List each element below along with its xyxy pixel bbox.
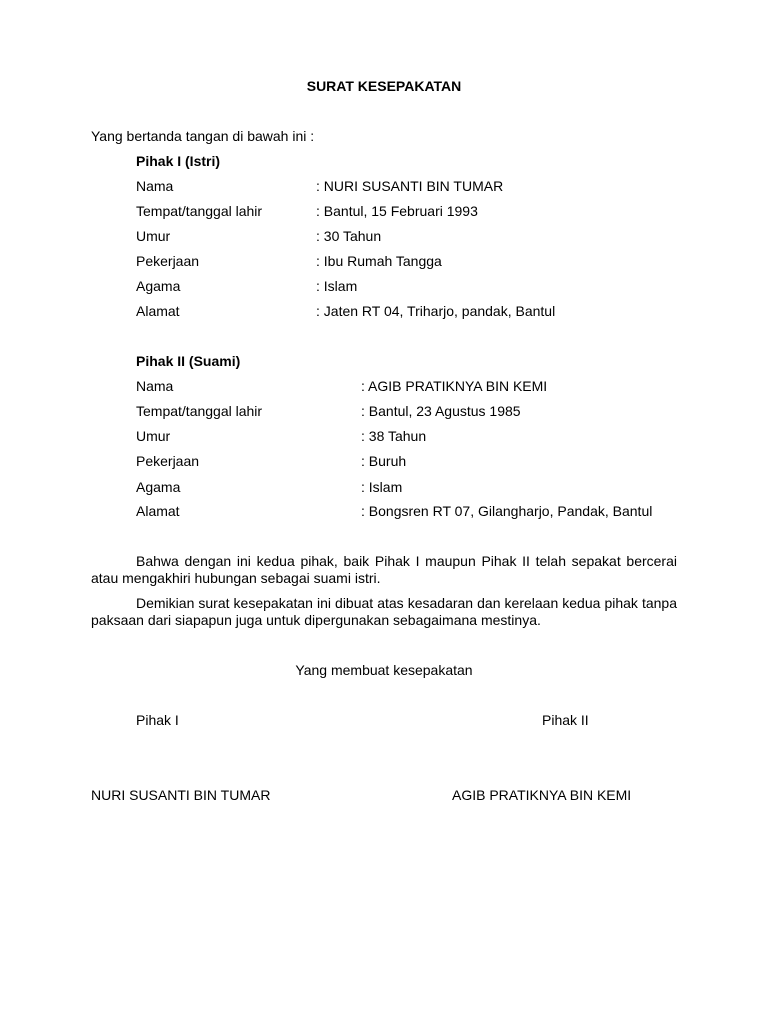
- party1-label-umur: Umur: [136, 228, 171, 244]
- party1-label-agama: Agama: [136, 278, 181, 294]
- party2-label-ttl: Tempat/tanggal lahir: [136, 403, 263, 419]
- party2-heading: Pihak II (Suami): [136, 353, 241, 369]
- closing-paragraph: Demikian surat kesepakatan ini dibuat atas kesadaran dan kerelaan kedua pihak tanpa paksaan dari siapapun juga untuk dipergunakan sebagaimana mestinya.: [91, 595, 677, 628]
- party1-value-ttl: : Bantul, 15 Februari 1993: [316, 203, 478, 219]
- signature-party1-label: Pihak I: [136, 712, 179, 728]
- party2-value-alamat: : Bongsren RT 07, Gilangharjo, Pandak, Bantul: [361, 503, 653, 519]
- signature-party2-label: Pihak II: [542, 712, 589, 728]
- party1-value-umur: : 30 Tahun: [316, 228, 382, 244]
- party1-label-pekerjaan: Pekerjaan: [136, 253, 200, 269]
- party2-label-alamat: Alamat: [136, 503, 180, 519]
- party1-value-pekerjaan: : Ibu Rumah Tangga: [316, 253, 442, 269]
- party1-heading: Pihak I (Istri): [136, 153, 221, 169]
- party2-value-nama: : AGIB PRATIKNYA BIN KEMI: [361, 378, 548, 394]
- party1-value-alamat: : Jaten RT 04, Triharjo, pandak, Bantul: [316, 303, 556, 319]
- party1-value-agama: : Islam: [316, 278, 358, 294]
- signature-heading: Yang membuat kesepakatan: [295, 662, 473, 678]
- statement-paragraph: Bahwa dengan ini kedua pihak, baik Pihak I maupun Pihak II telah sepakat bercerai atau mengakhiri hubungan sebagai suami istri.: [91, 553, 677, 586]
- party2-value-agama: : Islam: [361, 479, 403, 495]
- party2-label-agama: Agama: [136, 479, 181, 495]
- party2-value-ttl: : Bantul, 23 Agustus 1985: [361, 403, 521, 419]
- signature-party1-name: NURI SUSANTI BIN TUMAR: [91, 787, 271, 803]
- signature-party2-name: AGIB PRATIKNYA BIN KEMI: [452, 787, 632, 803]
- party2-label-pekerjaan: Pekerjaan: [136, 453, 200, 469]
- intro-text: Yang bertanda tangan di bawah ini :: [91, 128, 315, 144]
- party1-label-ttl: Tempat/tanggal lahir: [136, 203, 263, 219]
- party1-value-nama: : NURI SUSANTI BIN TUMAR: [316, 178, 504, 194]
- party2-value-umur: : 38 Tahun: [361, 428, 427, 444]
- party1-label-nama: Nama: [136, 178, 174, 194]
- party2-label-nama: Nama: [136, 378, 174, 394]
- party1-label-alamat: Alamat: [136, 303, 180, 319]
- party2-value-pekerjaan: : Buruh: [361, 453, 407, 469]
- document-title: SURAT KESEPAKATAN: [306, 78, 462, 94]
- party2-label-umur: Umur: [136, 428, 171, 444]
